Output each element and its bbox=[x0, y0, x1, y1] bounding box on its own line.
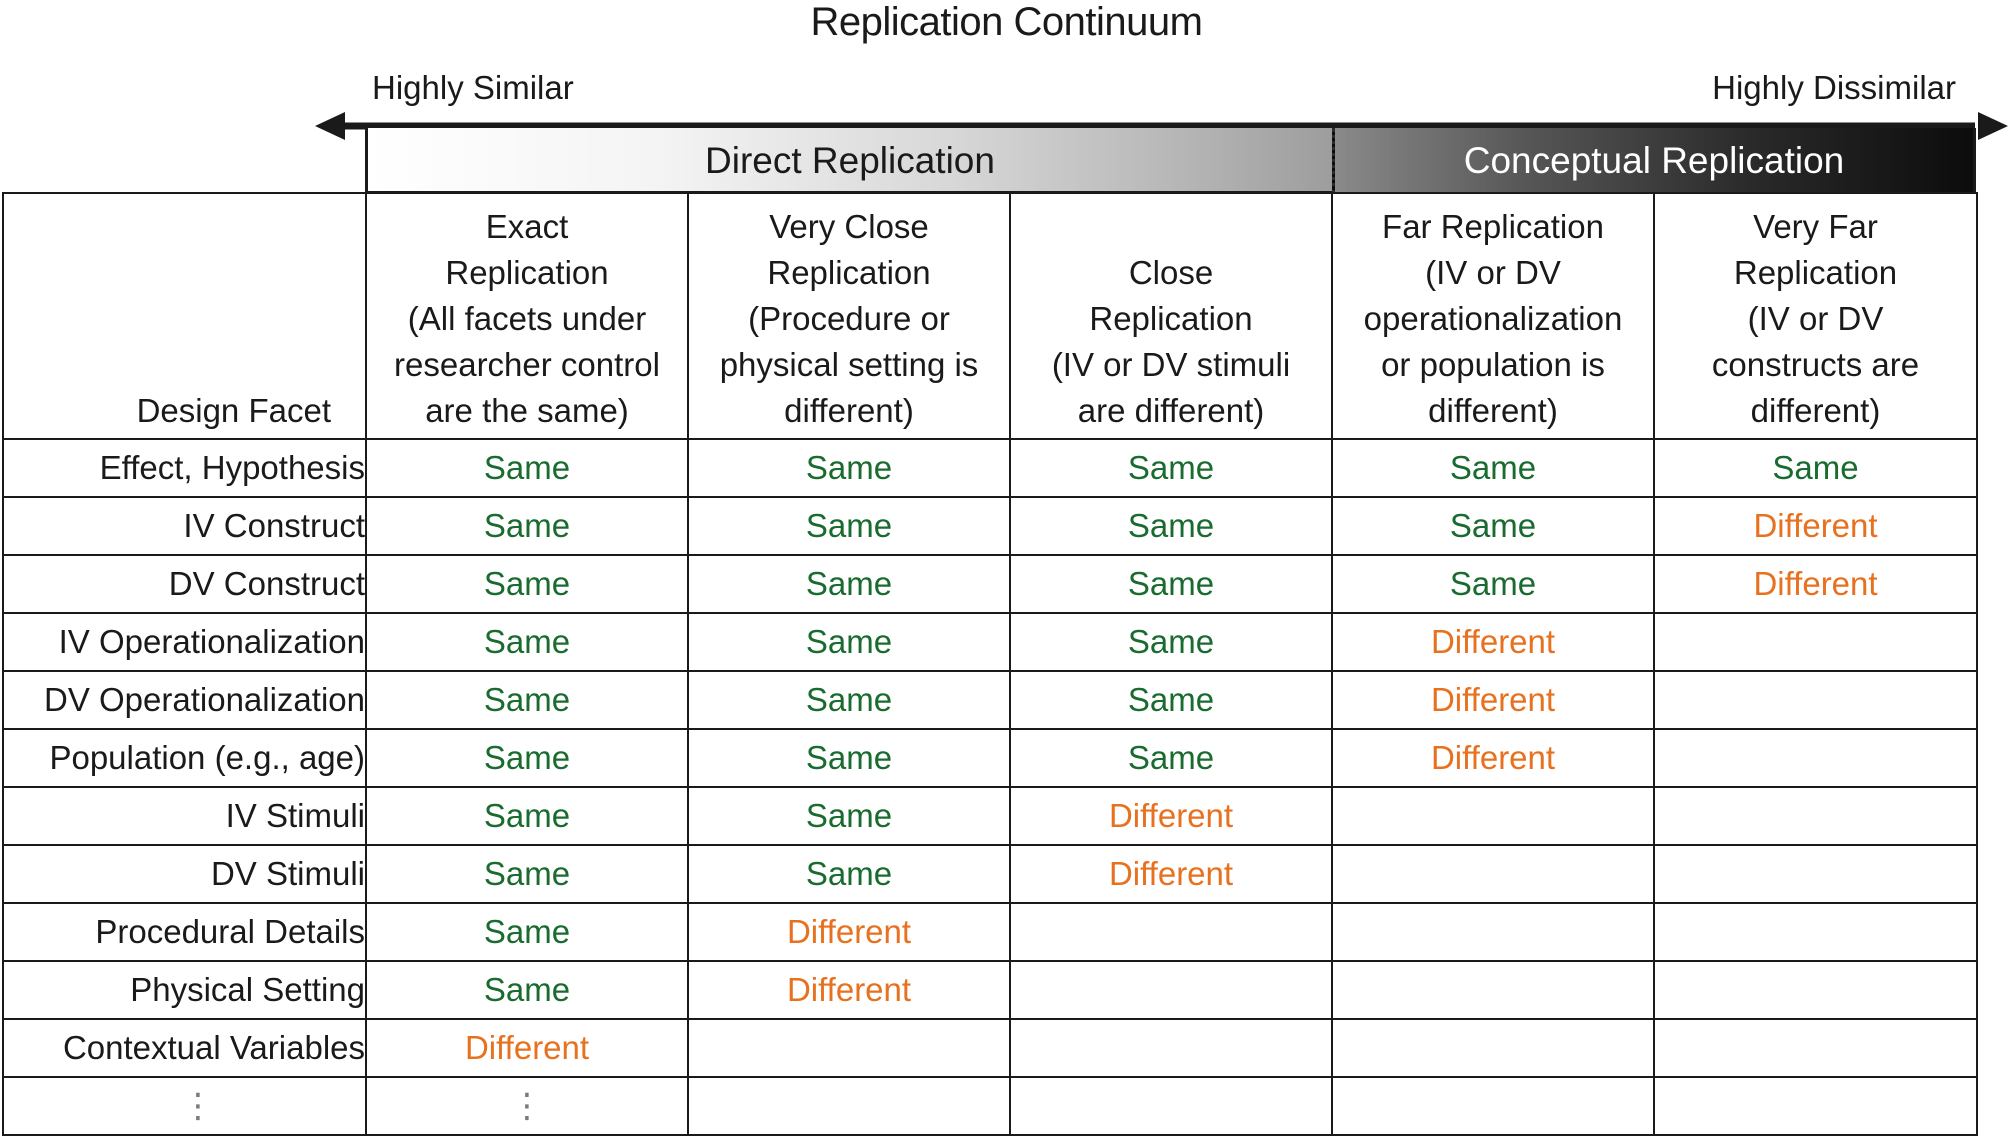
column-header-line: Very Close bbox=[769, 208, 929, 245]
cell-same: Same bbox=[1010, 555, 1332, 613]
direct-replication-band: Direct Replication bbox=[365, 128, 1332, 194]
cell-empty bbox=[688, 1077, 1010, 1135]
cell-same: Same bbox=[688, 439, 1010, 497]
cell-empty bbox=[688, 1019, 1010, 1077]
cell-empty bbox=[1654, 1077, 1977, 1135]
cell-same: Same bbox=[1010, 613, 1332, 671]
cell-same: Same bbox=[366, 961, 688, 1019]
diagram-title: Replication Continuum bbox=[810, 0, 1203, 44]
cell-different: Different bbox=[1654, 497, 1977, 555]
cell-same: Same bbox=[366, 729, 688, 787]
cell-same: Same bbox=[1332, 555, 1654, 613]
column-header-line: physical setting is bbox=[719, 346, 979, 383]
table-row bbox=[3, 497, 1977, 555]
highly-dissimilar-label: Highly Dissimilar bbox=[1712, 69, 1956, 106]
column-header-line: operationalization bbox=[1363, 300, 1623, 337]
cell-empty bbox=[1010, 1077, 1332, 1135]
column-header-line: different) bbox=[784, 392, 914, 429]
table-row bbox=[3, 845, 1977, 903]
cell-empty bbox=[1332, 787, 1654, 845]
design-facet-label: Effect, Hypothesis bbox=[3, 439, 366, 497]
cell-same: Same bbox=[688, 613, 1010, 671]
design-facet-label: DV Operationalization bbox=[3, 671, 366, 729]
cell-different: Different bbox=[1654, 555, 1977, 613]
table-row bbox=[3, 671, 1977, 729]
cell-same: Same bbox=[688, 845, 1010, 903]
cell-different: Different bbox=[688, 903, 1010, 961]
table-row bbox=[3, 555, 1977, 613]
design-facet-label: IV Stimuli bbox=[3, 787, 366, 845]
cell-different: Different bbox=[688, 961, 1010, 1019]
table-row bbox=[3, 613, 1977, 671]
table-row bbox=[3, 729, 1977, 787]
cell-same: Same bbox=[366, 497, 688, 555]
table-row bbox=[3, 439, 1977, 497]
cell-empty bbox=[1654, 613, 1977, 671]
column-header-line: researcher control bbox=[394, 346, 660, 383]
design-facet-label: Physical Setting bbox=[3, 961, 366, 1019]
column-header-line: (IV or DV bbox=[1747, 300, 1884, 337]
cell-same: Same bbox=[688, 497, 1010, 555]
cell-same: Same bbox=[1010, 439, 1332, 497]
conceptual-replication-band: Conceptual Replication bbox=[1332, 128, 1976, 194]
column-header-line: Replication bbox=[445, 254, 609, 291]
continuation-facet bbox=[3, 1077, 366, 1135]
cell-empty bbox=[1332, 1077, 1654, 1135]
column-header-exact bbox=[366, 193, 688, 439]
cell-same: Same bbox=[688, 555, 1010, 613]
cell-same: Same bbox=[688, 729, 1010, 787]
cell-empty bbox=[1654, 961, 1977, 1019]
cell-empty bbox=[1654, 729, 1977, 787]
cell-different: Different bbox=[1332, 671, 1654, 729]
column-header-far bbox=[1332, 193, 1654, 439]
arrowhead-left-icon bbox=[315, 112, 345, 140]
column-header-line: (IV or DV bbox=[1425, 254, 1561, 291]
cell-same: Same bbox=[366, 845, 688, 903]
cell-same: Same bbox=[1654, 439, 1977, 497]
cell-same: Same bbox=[366, 613, 688, 671]
column-header-line: Exact bbox=[485, 208, 569, 245]
column-header-line: (Procedure or bbox=[748, 300, 950, 337]
cell-same: Same bbox=[366, 439, 688, 497]
cell-same: Same bbox=[366, 555, 688, 613]
design-facet-label: Procedural Details bbox=[3, 903, 366, 961]
cell-same: Same bbox=[1332, 439, 1654, 497]
column-header-line: different) bbox=[1750, 392, 1881, 429]
highly-similar-label: Highly Similar bbox=[372, 69, 574, 106]
column-header-line: are different) bbox=[1077, 392, 1265, 429]
column-header-close bbox=[1010, 193, 1332, 439]
cell-empty bbox=[1654, 787, 1977, 845]
cell-same: Same bbox=[1332, 497, 1654, 555]
design-facet-label: IV Construct bbox=[3, 497, 366, 555]
cell-empty bbox=[1010, 961, 1332, 1019]
column-header-line: are the same) bbox=[425, 392, 629, 429]
header-row bbox=[3, 193, 1977, 439]
column-header-line: Replication bbox=[767, 254, 931, 291]
design-facet-label: IV Operationalization bbox=[3, 613, 366, 671]
column-header-line: constructs are bbox=[1711, 346, 1920, 383]
column-header-line: Replication bbox=[1733, 254, 1898, 291]
column-header-very-close bbox=[688, 193, 1010, 439]
column-header-line: different) bbox=[1428, 392, 1558, 429]
column-header-line: (IV or DV stimuli bbox=[1051, 346, 1291, 383]
cell-same: Same bbox=[366, 671, 688, 729]
table-row bbox=[3, 903, 1977, 961]
replication-facet-table bbox=[2, 192, 1978, 1136]
design-facet-header: Design Facet bbox=[3, 193, 366, 439]
column-header-line: (All facets under bbox=[407, 300, 647, 337]
table-row bbox=[3, 787, 1977, 845]
column-header-line: or population is bbox=[1381, 346, 1605, 383]
cell-same: Same bbox=[366, 903, 688, 961]
cell-empty bbox=[1332, 961, 1654, 1019]
column-header-line: Replication bbox=[1089, 300, 1253, 337]
cell-different: Different bbox=[366, 1019, 688, 1077]
design-facet-label: DV Construct bbox=[3, 555, 366, 613]
continuation-row bbox=[3, 1077, 1977, 1135]
column-header-line: Very Far bbox=[1753, 208, 1878, 245]
column-header-line: Far Replication bbox=[1382, 208, 1604, 245]
cell-empty bbox=[1010, 903, 1332, 961]
design-facet-label: DV Stimuli bbox=[3, 845, 366, 903]
cell-different: Different bbox=[1010, 787, 1332, 845]
cell-different: Different bbox=[1332, 613, 1654, 671]
cell-empty bbox=[1654, 1019, 1977, 1077]
cell-empty bbox=[1332, 903, 1654, 961]
cell-empty bbox=[1332, 1019, 1654, 1077]
cell-different: Different bbox=[1332, 729, 1654, 787]
cell-same: Same bbox=[1010, 729, 1332, 787]
vertical-ellipsis-icon: ⋮ bbox=[181, 1087, 215, 1125]
cell-same: Same bbox=[688, 671, 1010, 729]
cell-same: Same bbox=[688, 787, 1010, 845]
design-facet-label: Population (e.g., age) bbox=[3, 729, 366, 787]
cell-same: Same bbox=[1010, 671, 1332, 729]
vertical-ellipsis-icon: ⋮ bbox=[510, 1087, 544, 1125]
cell-same: Same bbox=[366, 787, 688, 845]
arrowhead-right-icon bbox=[1978, 112, 2008, 140]
cell-empty bbox=[1654, 903, 1977, 961]
table-row bbox=[3, 1019, 1977, 1077]
table-row bbox=[3, 961, 1977, 1019]
cell-empty bbox=[1654, 845, 1977, 903]
column-header-line: Close bbox=[1128, 254, 1214, 291]
design-facet-label: Contextual Variables bbox=[3, 1019, 366, 1077]
cell-empty bbox=[1010, 1019, 1332, 1077]
continuation-cell bbox=[366, 1077, 688, 1135]
column-header-very-far bbox=[1654, 193, 1977, 439]
cell-different: Different bbox=[1010, 845, 1332, 903]
cell-empty bbox=[1332, 845, 1654, 903]
cell-empty bbox=[1654, 671, 1977, 729]
cell-same: Same bbox=[1010, 497, 1332, 555]
